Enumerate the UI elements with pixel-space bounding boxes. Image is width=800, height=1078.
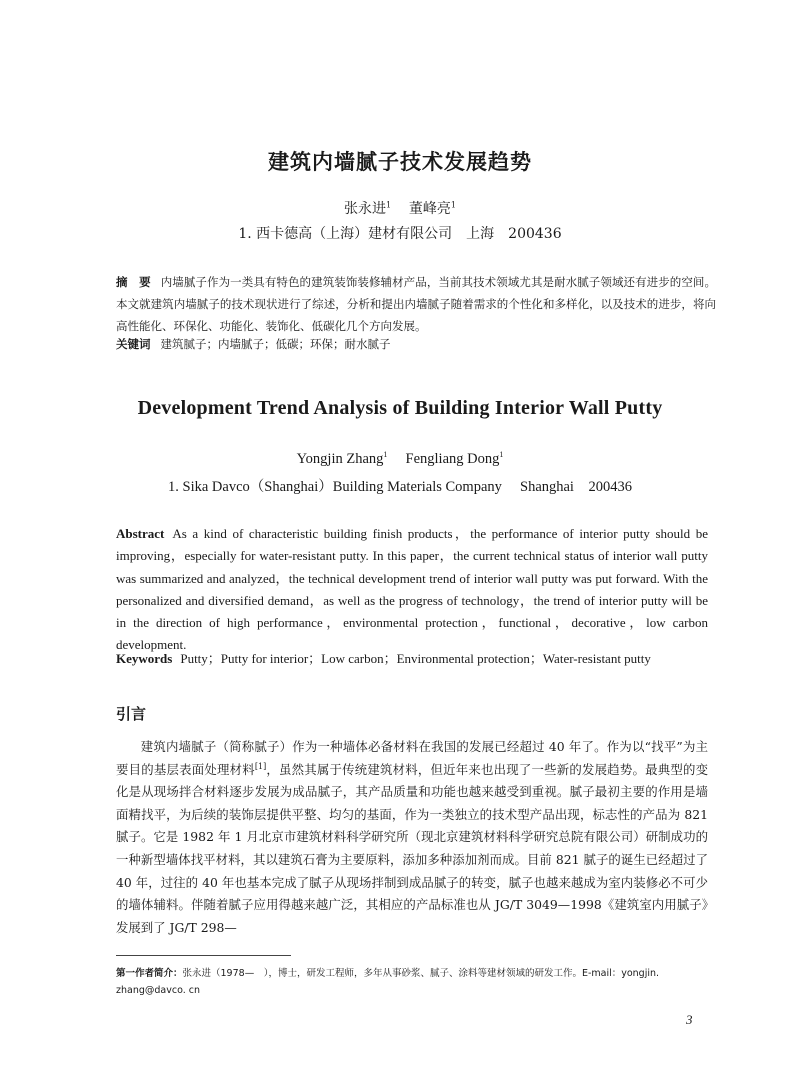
abstract-en bbox=[116, 523, 708, 657]
body-paragraph bbox=[116, 736, 708, 939]
abstract-zh bbox=[116, 271, 716, 337]
authors-en bbox=[0, 451, 800, 468]
title-zh: 建筑内墙腻子技术发展趋势 bbox=[268, 150, 532, 174]
section-heading-intro: 引言 bbox=[116, 705, 147, 723]
keywords-en-text: Putty；Putty for interior；Low carbon；Environmental protection；Water-resistant putty bbox=[180, 651, 651, 666]
abstract-zh-text: 内墙腻子作为一类具有特色的建筑装饰装修辅材产品，当前其技术领域尤其是耐水腻子领域还有进步的空间。本文就建筑内墙腻子的技术现状进行了综述，分析和提出内墙腻子随着需求的个性化和多样化，以及技术的进步，将向高性能化、环保化、功能化、装饰化、低碳化几个方向发展。 bbox=[116, 275, 717, 333]
title-en: Development Trend Analysis of Building Interior Wall Putty bbox=[137, 397, 663, 419]
footnote-text: 张永进（1978— ），博士，研发工程师，多年从事砂浆、腻子、涂料等建材领域的研发工作。E-mail：yongjin. zhang@davco. cn bbox=[116, 968, 660, 996]
keywords-zh-label: 关键词 bbox=[116, 337, 151, 351]
page-number: 3 bbox=[686, 1012, 693, 1027]
keywords-en-label: Keywords bbox=[116, 651, 173, 666]
footnote-label: 第一作者简介： bbox=[116, 968, 183, 979]
affiliation-zh: 1. 西卡德高（上海）建材有限公司 上海 200436 bbox=[238, 226, 562, 242]
authors-zh bbox=[0, 198, 800, 218]
author-affil-mark: 1 bbox=[386, 200, 392, 210]
keywords-en bbox=[116, 649, 716, 669]
abstract-en-text: As a kind of characteristic building finish products，the performance of interior putty should be improving，especially for water-resistant putty. In this paper，the current technical status of interior wall putty was summarized and analyzed，the technical development trend of interior wall putty was put forward. With the personalized and diversified demand，as well as the progress of technology，the trend of interior putty will be in the direction of high performance，environmental protection，functional，decorative，low carbon development. bbox=[116, 526, 708, 653]
author-name: 董峰亮 bbox=[408, 201, 451, 217]
affiliation-en: 1. Sika Davco（Shanghai）Building Materials Company Shanghai 200436 bbox=[168, 479, 632, 495]
footnote bbox=[116, 965, 716, 999]
author-name: 张永进 bbox=[344, 201, 386, 217]
author-name: Fengliang Dong bbox=[405, 451, 500, 467]
body-text-part1: 建筑内墙腻子（简称腻子）作为一种墙体必备材料在我国的发展已经超过 40 年了。作为以“找平”为主要目的基层表面处理材料 bbox=[116, 739, 708, 777]
keywords-zh-text: 建筑腻子；内墙腻子；低碳；环保；耐水腻子 bbox=[160, 337, 391, 351]
author-affil-mark: 1 bbox=[450, 200, 456, 210]
citation-ref[interactable]: [1] bbox=[254, 761, 267, 771]
footnote-divider bbox=[116, 955, 291, 956]
author-name: Yongjin Zhang bbox=[296, 451, 384, 467]
keywords-zh bbox=[116, 334, 716, 354]
author-affil-mark: 1 bbox=[499, 450, 504, 460]
author-affil-mark: 1 bbox=[383, 450, 388, 460]
abstract-en-label: Abstract bbox=[116, 526, 165, 541]
body-text-part2: ，虽然其属于传统建筑材料，但近年来也出现了一些新的发展趋势。最典型的变化是从现场拌合材料逐步发展为成品腻子，其产品质量和功能也越来越受到重视。腻子最初主要的作用是墙面精找平，为后续的装饰层提供平整、均匀的基面，作为一类独立的技术型产品出现，标志性的产品为 821 腻子。它是 1982 年 1 月北京市建筑材料科学研究所（现北京建筑材料科学研究总院有限公司）研制成功的一种新型墙体找平材料，其以建筑石膏为主要原料，添加多种添加剂而成。目前 821 腻子的诞生已经超过了 40 年，过往的 40 年也基本完成了腻子从现场拌制到成品腻子的转变，腻子也越来越成为室内装修必不可少的墙体辅料。伴随着腻子应用得越来越广泛，其相应的产品标准也从 JG/T 3049—1998《建筑室内用腻子》发展到了 JG/T 298— bbox=[116, 761, 709, 935]
abstract-zh-label: 摘 要 bbox=[116, 275, 151, 289]
